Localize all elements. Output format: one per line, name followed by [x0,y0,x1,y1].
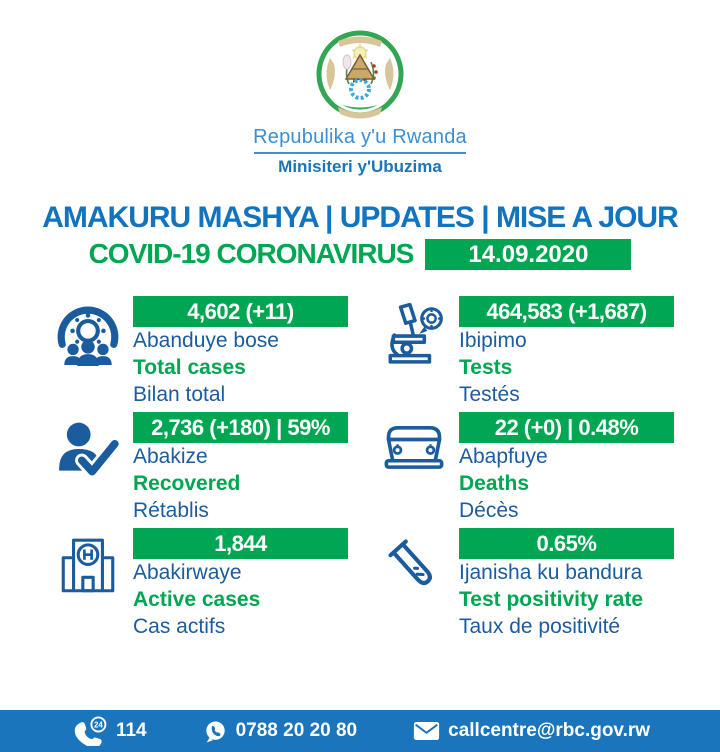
updates-headline: AMAKURU MASHYA | UPDATES | MISE A JOUR [42,201,678,234]
stat-label-rw: Ijanisha ku bandura [459,561,643,584]
stat-value: 22 (+0) | 0.48% [459,412,674,443]
rwanda-coat-of-arms [297,26,423,124]
contact-footer [0,710,720,752]
stat-value: 464,583 (+1,687) [459,296,674,327]
stat-label-fr: Testés [459,383,520,406]
stat-test-positivity [378,528,674,638]
test-tube-icon [378,528,450,630]
hotline-contact [70,716,147,746]
stat-label-en: Recovered [133,472,241,495]
stats-grid [52,296,674,638]
whatsapp-icon [203,719,228,744]
whatsapp-contact [203,719,358,744]
stat-label-rw: Abanduye bose [133,329,279,352]
whatsapp-number: 0788 20 20 80 [235,720,358,741]
crowd-virus-icon [52,296,124,398]
stat-label-fr: Taux de positivité [459,615,621,638]
hotline-number: 114 [115,720,147,741]
ministry-name: Minisiteri y'Ubuzima [278,157,442,176]
stat-label-fr: Cas actifs [133,615,226,638]
stat-label-en: Tests [459,356,513,379]
ministry-logo-block [0,0,720,177]
stat-value: 2,736 (+180) | 59% [133,412,348,443]
stat-label-fr: Bilan total [133,383,226,406]
stat-label-rw: Abakirwaye [133,561,242,584]
stat-label-rw: Abapfuye [459,445,548,468]
email-contact [413,720,650,742]
microscope-icon [378,296,450,398]
stat-label-fr: Rétablis [133,499,209,522]
title-block [0,201,720,270]
hospital-icon [52,528,124,630]
email-icon [413,721,440,741]
stat-recovered [52,412,348,522]
report-date-badge: 14.09.2020 [425,239,631,270]
covid-title: COVID-19 CORONAVIRUS [88,238,414,269]
stat-total-cases [52,296,348,406]
country-name: Repubulika y'u Rwanda [253,126,467,148]
phone-24-icon [70,716,108,746]
stat-label-en: Test positivity rate [459,588,643,611]
stat-label-en: Active cases [133,588,261,611]
stat-active-cases [52,528,348,638]
email-address: callcentre@rbc.gov.rw [448,720,651,741]
stat-label-en: Total cases [133,356,246,379]
coffin-icon [378,412,450,514]
stat-value: 0.65% [459,528,674,559]
svg-text:24: 24 [93,720,103,730]
person-check-icon [52,412,124,514]
stat-value: 4,602 (+11) [133,296,348,327]
stat-label-rw: Abakize [133,445,208,468]
stat-deaths [378,412,674,522]
covid-headline-row [0,238,720,270]
stat-label-en: Deaths [459,472,530,495]
stat-value: 1,844 [133,528,348,559]
stat-tests [378,296,674,406]
stat-label-fr: Décès [459,499,519,522]
stat-label-rw: Ibipimo [459,329,527,352]
logo-divider [254,152,466,154]
